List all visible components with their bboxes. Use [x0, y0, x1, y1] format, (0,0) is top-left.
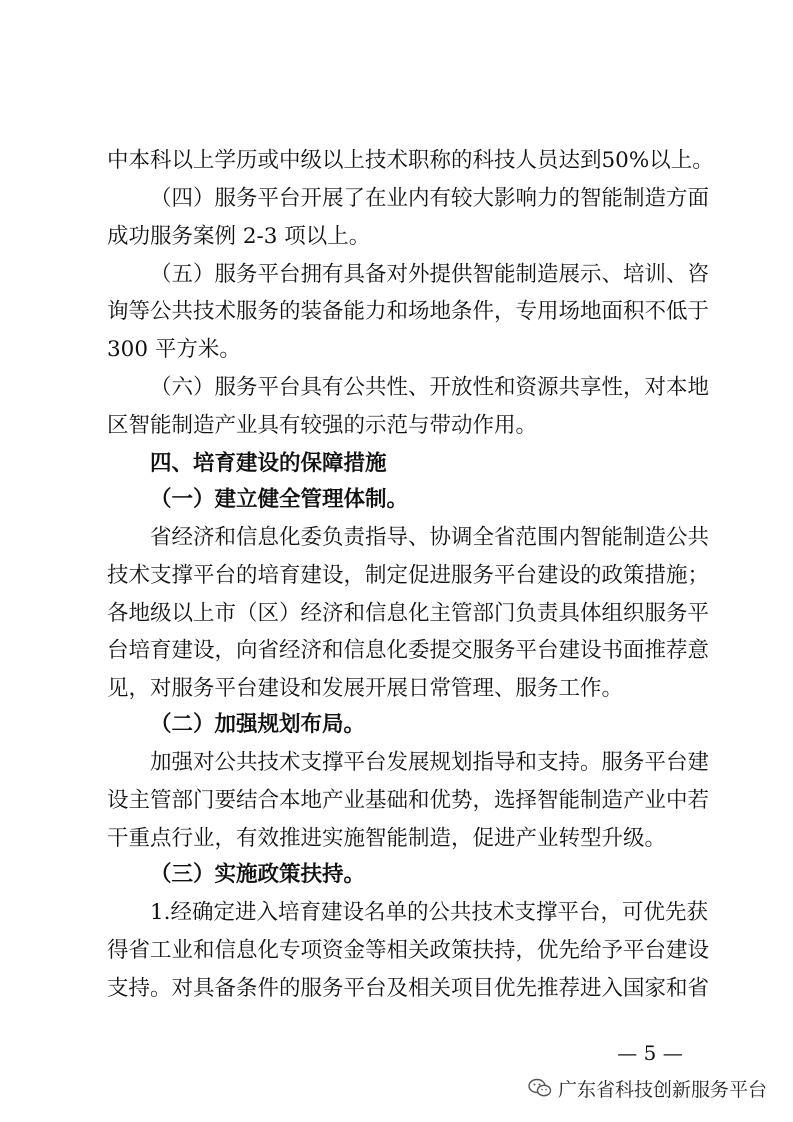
- text-line-3: 成功服务案例 2-3 项以上。: [107, 224, 371, 249]
- text-line-11: 省经济和信息化委负责指导、协调全省范围内智能制造公共: [150, 525, 710, 550]
- text-line-1: 中本科以上学历或中级以上技术职称的科技人员达到50%以上。: [107, 148, 714, 173]
- text-line-14: 台培育建设，向省经济和信息化委提交服务平台建设书面推荐意: [107, 638, 710, 663]
- subheading-1: （一）建立健全管理体制。: [150, 487, 409, 512]
- text-line-7: （六）服务平台具有公共性、开放性和资源共享性，对本地: [150, 375, 710, 400]
- text-line-15: 见，对服务平台建设和发展开展日常管理、服务工作。: [107, 676, 624, 701]
- text-line-5: 询等公共技术服务的装备能力和场地条件，专用场地面积不低于: [107, 299, 710, 324]
- source-watermark: [528, 1073, 767, 1103]
- text-line-23: 支持。对具备条件的服务平台及相关项目优先推荐进入国家和省: [107, 976, 710, 1001]
- text-line-4: （五）服务平台拥有具备对外提供智能制造展示、培训、咨: [150, 262, 710, 287]
- text-line-17: 加强对公共技术支撑平台发展规划指导和支持。服务平台建: [150, 750, 710, 775]
- section-heading: 四、培育建设的保障措施: [150, 451, 387, 476]
- wechat-icon: [528, 1078, 552, 1098]
- text-line-2: （四）服务平台开展了在业内有较大影响力的智能制造方面: [150, 186, 710, 211]
- subheading-2: （二）加强规划布局。: [150, 712, 366, 737]
- text-line-18: 设主管部门要结合本地产业基础和优势，选择智能制造产业中若: [107, 788, 710, 813]
- watermark-text: 广东省科技创新服务平台: [558, 1078, 768, 1101]
- subheading-3: （三）实施政策扶持。: [150, 862, 366, 887]
- text-line-6: 300 平方米。: [107, 337, 241, 362]
- text-line-19: 干重点行业，有效推进实施智能制造，促进产业转型升级。: [107, 826, 667, 851]
- text-line-21: 1.经确定进入培育建设名单的公共技术支撑平台，可优先获: [150, 900, 709, 925]
- page-number: — 5 —: [617, 1041, 683, 1065]
- text-line-8: 区智能制造产业具有较强的示范与带动作用。: [107, 413, 538, 438]
- text-line-12: 技术支撑平台的培育建设，制定促进服务平台建设的政策措施；: [107, 563, 710, 588]
- text-line-13: 各地级以上市（区）经济和信息化主管部门负责具体组织服务平: [107, 601, 710, 626]
- text-line-22: 得省工业和信息化专项资金等相关政策扶持，优先给予平台建设: [107, 938, 710, 963]
